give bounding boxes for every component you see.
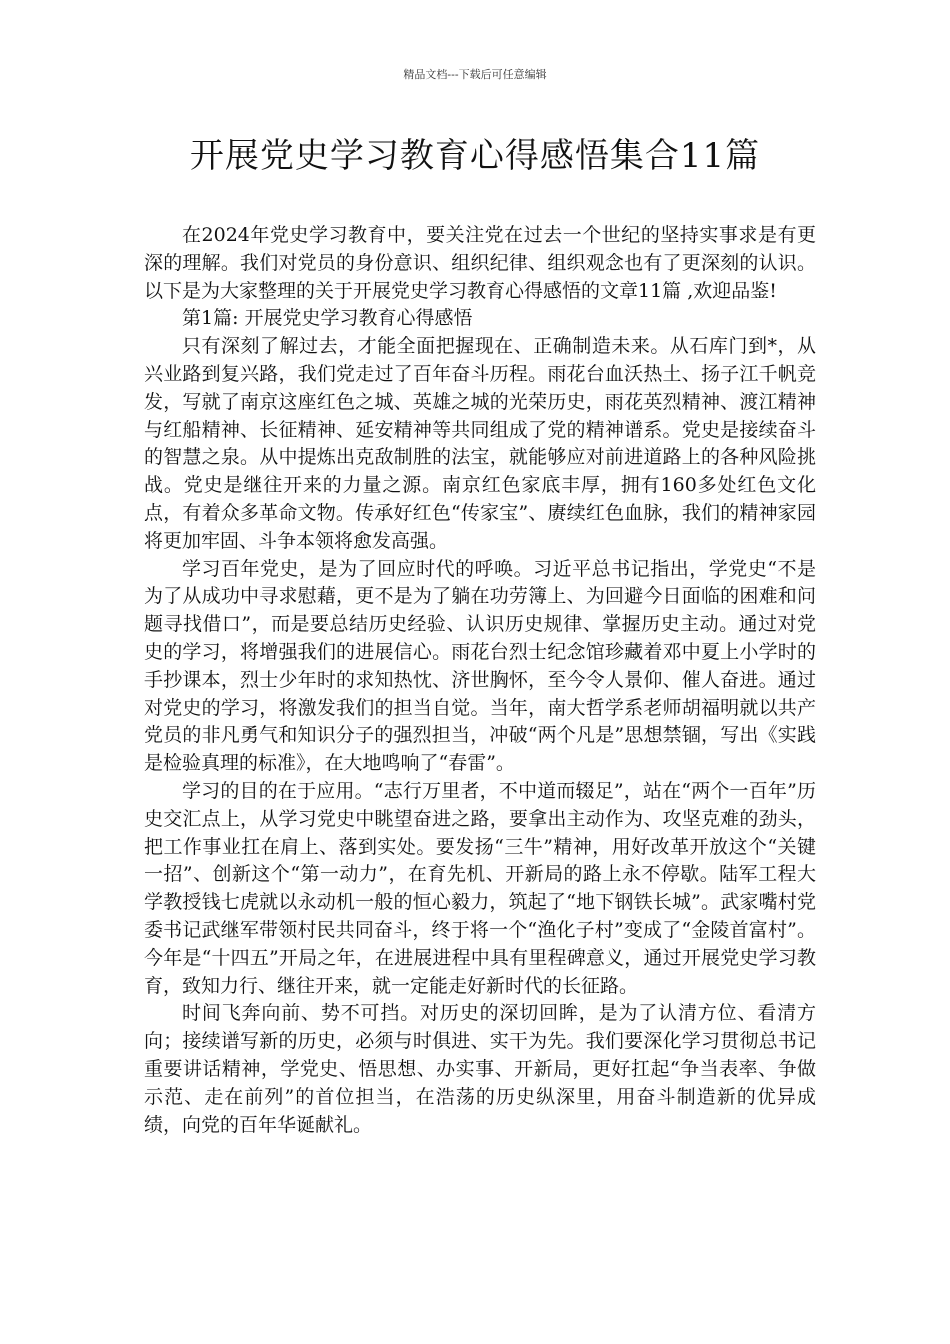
intro-paragraph: 在2024年党史学习教育中，要关注党在过去一个世纪的坚持实事求是有更深的理解。我们对党员的身份意识、组织纪律、组织观念也有了更深刻的认识。 以下是为大家整理的关于开展党史学习教育心得感悟的文章11篇 ,欢迎品鉴! [144, 224, 816, 302]
section-heading: 第1篇: 开展党史学习教育心得感悟 [182, 307, 473, 330]
document-body [144, 222, 816, 1139]
body-paragraph: 学习百年党史，是为了回应时代的呼唤。习近平总书记指出，学党史“不是为了从成功中寻求慰藉，更不是为了躺在功劳簿上、为回避今日面临的困难和问题寻找借口”，而是要总结历史经验、认识历史规律、掌握历史主动。通过对党史的学习，将增强我们的进展信心。雨花台烈士纪念馆珍藏着邓中夏上小学时的手抄课本，烈士少年时的求知热忱、济世胸怀，至今令人景仰、催人奋进。通过对党史的学习，将激发我们的担当自觉。当年，南大哲学系老师胡福明就以共产党员的非凡勇气和知识分子的强烈担当，冲破“两个凡是”思想禁锢，写出《实践是检验真理的标准》，在大地鸣响了“春雷”。 [144, 557, 816, 775]
body-paragraph: 时间飞奔向前、势不可挡。对历史的深切回眸，是为了认清方位、看清方向；接续谱写新的历史，必须与时俱进、实干为先。我们要深化学习贯彻总书记重要讲话精神，学党史、悟思想、办实事、开新局，更好扛起“争当表率、争做示范、走在前列”的首位担当，在浩荡的历史纵深里，用奋斗制造新的优异成绩，向党的百年华诞献礼。 [144, 1002, 816, 1136]
document-title: 开展党史学习教育心得感悟集合11篇 [189, 136, 761, 176]
page-header: 精品文档---下载后可任意编辑 [403, 68, 547, 81]
body-paragraph: 学习的目的在于应用。“志行万里者，不中道而辍足”，站在“两个一百年”历史交汇点上，从学习党史中眺望奋进之路，要拿出主动作为、攻坚克难的劲头，把工作事业扛在肩上、落到实处。要发扬“三牛”精神，用好改革开放这个“关键一招”、创新这个“第一动力”，在育先机、开新局的路上永不停歇。陆军工程大学教授钱七虎就以永动机一般的恒心毅力，筑起了“地下钢铁长城”。武家嘴村党委书记武继军带领村民共同奋斗，终于将一个“渔化子村”变成了“金陵首富村”。今年是“十四五”开局之年，在进展进程中具有里程碑意义，通过开展党史学习教育，致知力行、继往开来，就一定能走好新时代的长征路。 [144, 779, 816, 997]
body-paragraph: 只有深刻了解过去，才能全面把握现在、正确制造未来。从石库门到*，从兴业路到复兴路，我们党走过了百年奋斗历程。雨花台血沃热土、扬子江千帆竞发，写就了南京这座红色之城、英雄之城的光荣历史，雨花英烈精神、渡江精神与红船精神、长征精神、延安精神等共同组成了党的精神谱系。党史是接续奋斗的智慧之泉。从中提炼出克敌制胜的法宝，就能够应对前进道路上的各种风险挑战。党史是继往开来的力量之源。南京红色家底丰厚，拥有160多处红色文化点，有着众多革命文物。传承好红色“传家宝”、赓续红色血脉，我们的精神家园将更加牢固、斗争本领将愈发高强。 [144, 335, 816, 552]
